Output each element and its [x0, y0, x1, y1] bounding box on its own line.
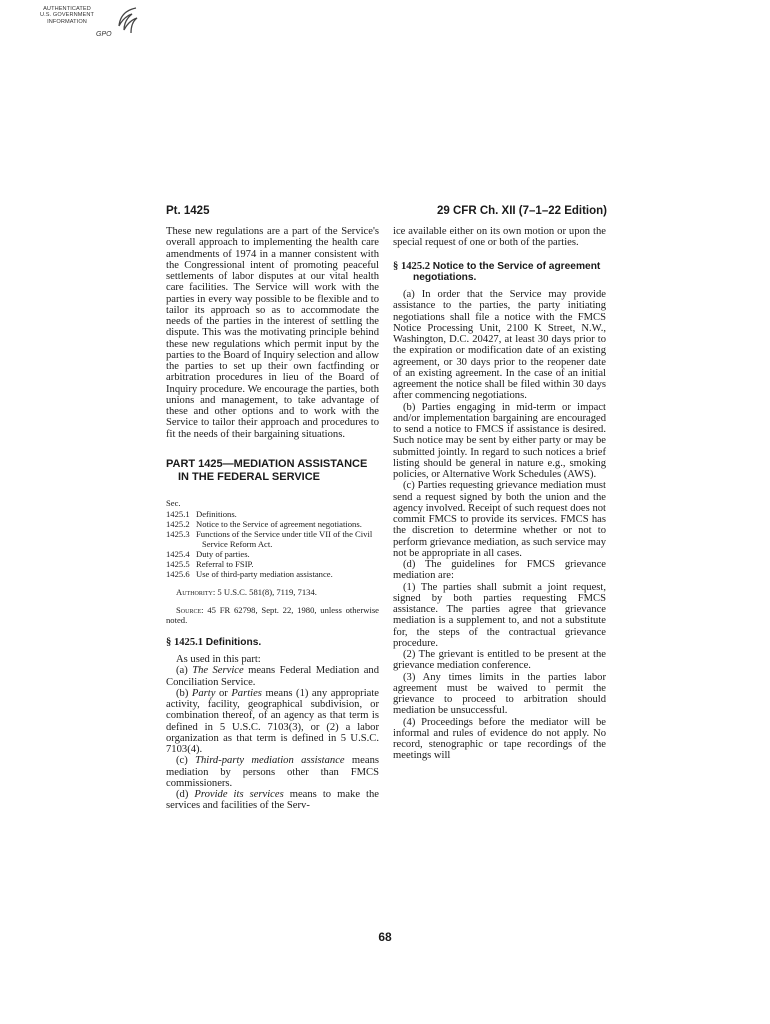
right-column	[393, 226, 606, 762]
definition-a: (a) The Service means Federal Mediation and Conciliation Service.	[166, 665, 379, 688]
toc-item: 1425.5 Referral to FSIP.	[166, 558, 254, 569]
logo-text: AUTHENTICATED U.S. GOVERNMENT INFORMATION	[39, 6, 95, 25]
toc-item: 1425.1 Definitions.	[166, 508, 237, 519]
left-column	[166, 226, 379, 812]
definition-d: (d) Provide its services means to make the services and facilities of the Serv-	[166, 789, 379, 812]
toc-item: 1425.6 Use of third-party mediation assistance.	[166, 568, 333, 579]
definition-b: (b) Party or Parties means (1) any appropriate activity, facility, geographical subdivision, or combination thereof, of an agency as that term is defined in 5 U.S.C. 7103(3), or (2) a labor organization as that term is defined in 5 U.S.C. 7103(4).	[166, 687, 379, 755]
part-label: Pt. 1425	[166, 205, 210, 217]
section-heading-1425-2: § 1425.2 Notice to the Service of agreement negotiations.	[393, 260, 601, 283]
paragraph-d-4: (4) Proceedings before the mediator will be informal and rules of evidence do not apply. No record, stenographic or tape recordings of the meetings will	[393, 716, 606, 762]
part-heading: PART 1425—MEDIATION ASSISTANCE IN THE FEDERAL SERVICE	[166, 457, 368, 483]
definition-c: (c) Third-party mediation assistance means mediation by persons other than FMCS commissioners.	[166, 755, 379, 789]
toc-sec-label: Sec.	[166, 497, 181, 508]
page-number: 68	[378, 930, 392, 944]
authority-note: Authority: 5 U.S.C. 581(8), 7119, 7134.	[176, 586, 317, 597]
toc-item: 1425.3 Functions of the Service under title VII of the Civil Service Reform Act.	[166, 528, 373, 549]
paragraph-d-1: (1) The parties shall submit a joint request, signed by both parties requesting FMCS assistance. The parties agree that grievance mediation is a supplement to, and not a substitute for, the steps of the contractual grievance procedure.	[393, 581, 606, 649]
eagle-icon	[116, 6, 140, 36]
paragraph-d: (d) The guidelines for FMCS grievance mediation are:	[393, 559, 606, 582]
paragraph-d-2: (2) The grievant is entitled to be present at the grievance mediation conference.	[393, 649, 606, 672]
definitions-intro: As used in this part:	[176, 654, 261, 665]
paragraph-c: (c) Parties requesting grievance mediation must send a request signed by both the union and the agency involved. Receipt of such request does not commit FMCS to provide its services. FMCS has the discretion to determine whether or not to perform grievance mediation, as such service may not be appropriate in all cases.	[393, 480, 606, 559]
running-head	[166, 205, 607, 221]
paragraph-a: (a) In order that the Service may provide assistance to the parties, the party initiating negotiations shall file a notice with the FMCS Notice Processing Unit, 2100 K Street, N.W., Washington, D.C. 20427, at least 30 days prior to the expiration or modification date of an existing agreement, or 30 days prior to the reopener date of an existing agreement. In the case of an initial agreement the notice shall be filed within 30 days after commencing negotiations.	[393, 289, 606, 402]
paragraph-d-3: (3) Any times limits in the parties labor agreement must be waived to permit the grievance to proceed to arbitration should mediation be unsuccessful.	[393, 671, 606, 717]
continued-paragraph: ice available either on its own motion or upon the special request of one or both of the parties.	[393, 226, 606, 249]
gpo-authentication-logo	[32, 6, 142, 48]
table-of-contents	[166, 498, 379, 579]
cfr-title: 29 CFR Ch. XII (7–1–22 Edition)	[437, 205, 607, 217]
toc-item: 1425.4 Duty of parties.	[166, 548, 250, 559]
logo-gpo-text: GPO	[96, 31, 112, 38]
paragraph-b: (b) Parties engaging in mid-term or impact and/or implementation bargaining are encouraged to send a notice to FMCS if assistance is desired. Such notice may be sent by either party or may be submitted jointly. In regard to such notices a brief listing should be general in nature e.g., smoking policies, or Alternative Work Schedules (AWS).	[393, 401, 606, 480]
source-note: Source: 45 FR 62798, Sept. 22, 1980, unless otherwise noted.	[166, 604, 379, 625]
section-heading-1425-1: § 1425.1 Definitions.	[166, 636, 262, 648]
intro-paragraph: These new regulations are a part of the Service's overall approach to implementing the health care amendments of 1974 in a manner consistent with the Congressional intent of promoting peaceful settlements of labor disputes at our vital health care facilities. The Service will work with the parties in every way possible to be flexible and to tailor its approach so as to accommodate the needs of the parties in the interest of settling the dispute. This was the motivating principle behind these new regulations which permit input by the parties to the Board of Inquiry selection and allow the parties to set up their own factfinding or arbitration procedures in lieu of the Board of Inquiry procedure. We encourage the parties, both unions and management, to take advantage of these and other options and to work with the Service to tailor their approach and procedures to fit the needs of their bargaining situations.	[166, 226, 379, 440]
toc-item: 1425.2 Notice to the Service of agreement negotiations.	[166, 518, 362, 529]
